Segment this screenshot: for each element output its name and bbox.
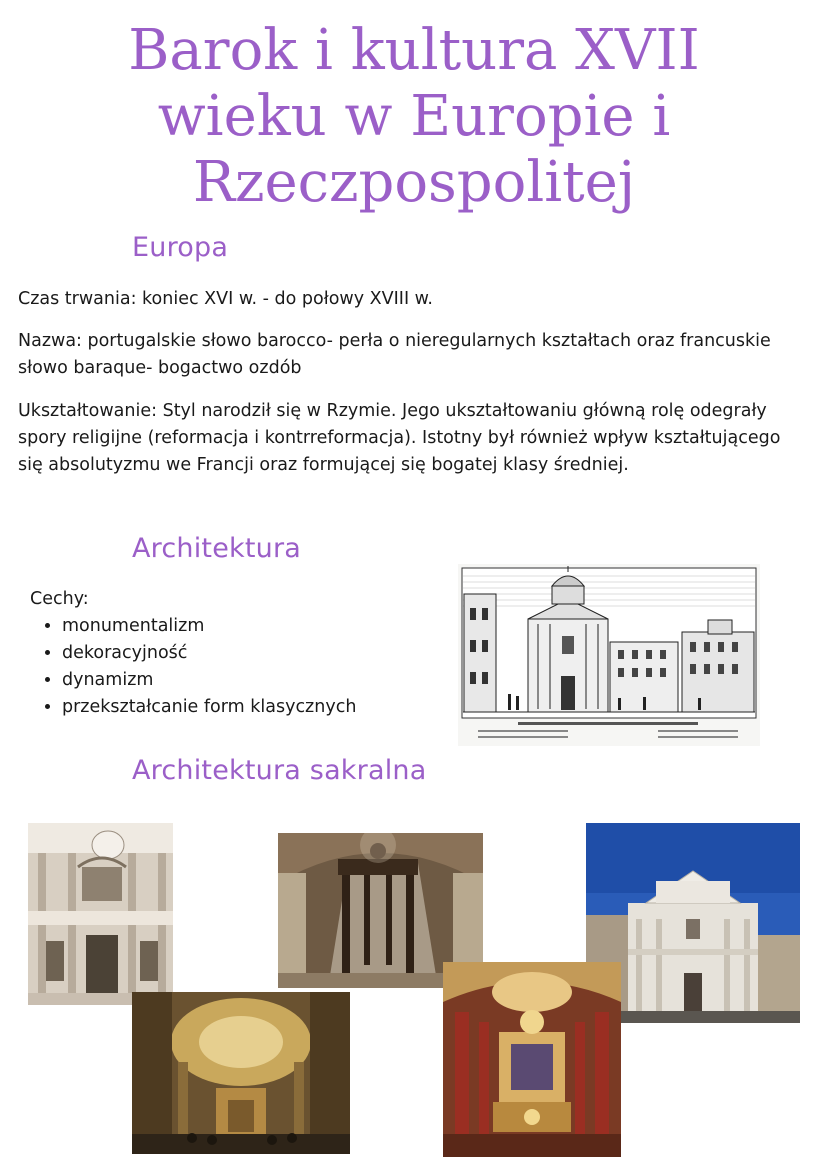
golden-dome-interior-photo (132, 992, 350, 1154)
baroque-facade-photo (28, 823, 173, 1005)
paragraph-uksztaltowanie: Ukształtowanie: Styl narodził się w Rzymie. Jego ukształtowaniu główną rolę odegrały spory religijne (reformacja i kontrreformacja). Istotny był również wpływ kształtującego się absolutyzmu we Francji oraz formującej się bogatej klasy średniej. (18, 401, 781, 475)
features-label: Cechy: (30, 589, 89, 609)
title-line-2: wieku w Europie i (157, 84, 671, 149)
heading-europa: Europa (132, 232, 229, 263)
features-block (30, 586, 450, 721)
feature-item: • dynamizm (62, 667, 450, 694)
title-line-3: Rzeczpospolitej (192, 150, 636, 215)
heading-architektura: Architektura (132, 533, 302, 564)
title-line-1: Barok i kultura XVII (128, 18, 700, 83)
feature-item: • monumentalizm (62, 613, 450, 640)
paragraph-nazwa: Nazwa: portugalskie słowo barocco- perła o nieregularnych kształtach oraz francuskie słowo baraque- bogactwo ozdób (18, 331, 771, 378)
engraving-image (458, 564, 760, 746)
gilded-altar-photo (443, 962, 621, 1157)
heading-architektura-sakralna: Architektura sakralna (132, 755, 427, 786)
paragraph-czas-trwania: Czas trwania: koniec XVI w. - do połowy XVIII w. (18, 289, 433, 309)
feature-item: • przekształcanie form klasycznych (62, 694, 450, 721)
feature-item: • dekoracyjność (62, 640, 450, 667)
features-list (30, 613, 450, 721)
page-title (0, 18, 828, 216)
